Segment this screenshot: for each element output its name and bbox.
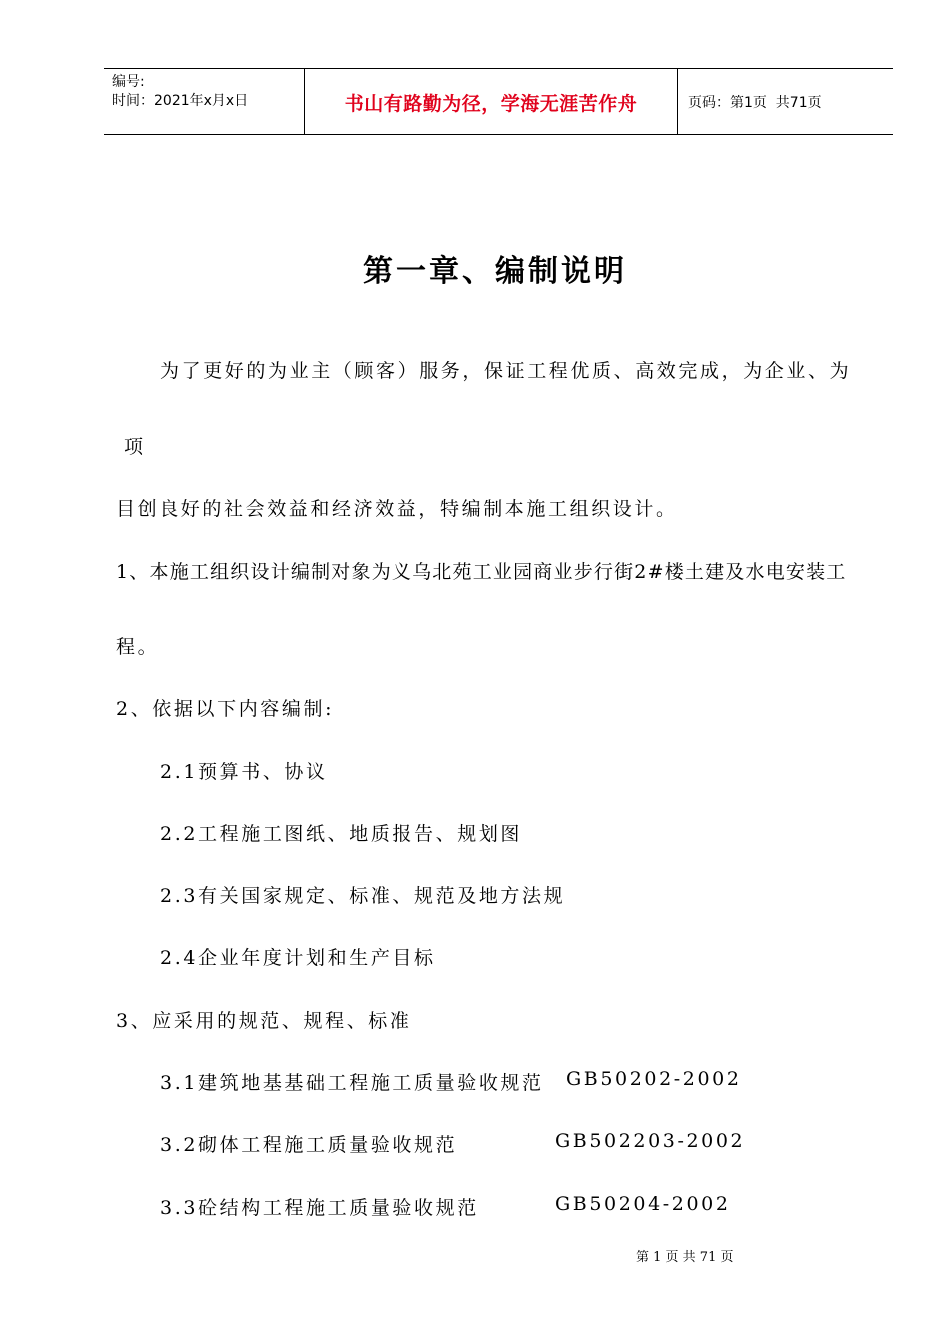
page-footer: 第 1 页 共 71 页	[636, 1250, 734, 1265]
body-line: 目创良好的社会效益和经济效益，特编制本施工组织设计。	[116, 498, 678, 520]
body-line: 项	[124, 436, 146, 458]
standard-code: GB50204-2002	[555, 1193, 731, 1215]
list-item: 2.3有关国家规定、标准、规范及地方法规	[160, 885, 566, 907]
body-line: 2、依据以下内容编制:	[116, 698, 335, 720]
list-item: 2.4企业年度计划和生产目标	[160, 947, 436, 969]
body-line: 程。	[116, 636, 160, 658]
chapter-title: 第一章、编制说明	[363, 254, 627, 289]
header-motto: 书山有路勤为径，学海无涯苦作舟	[344, 92, 638, 115]
serial-label: 编号:	[112, 74, 145, 90]
standard-name: 3.2砌体工程施工质量验收规范	[160, 1134, 458, 1156]
header-table	[104, 68, 893, 135]
body-line: 为了更好的为业主（顾客）服务，保证工程优质、高效完成，为企业、为	[160, 360, 852, 382]
standard-name: 3.1建筑地基基础工程施工质量验收规范	[160, 1072, 544, 1094]
list-item: 2.1预算书、协议	[160, 761, 328, 783]
standard-code: GB50202-2002	[566, 1068, 742, 1090]
standard-code: GB502203-2002	[555, 1130, 746, 1152]
body-line: 3、应采用的规范、规程、标准	[116, 1010, 412, 1032]
time-label: 时间：2021年x月x日	[112, 93, 249, 109]
header-meta	[112, 73, 248, 111]
header-divider	[677, 69, 678, 134]
body-line: 1、本施工组织设计编制对象为义乌北苑工业园商业步行街2#楼土建及水电安装工	[116, 561, 847, 583]
header-page-label: 页码：第1页 共71页	[688, 95, 822, 111]
standard-name: 3.3砼结构工程施工质量验收规范	[160, 1197, 479, 1219]
list-item: 2.2工程施工图纸、地质报告、规划图	[160, 823, 523, 845]
